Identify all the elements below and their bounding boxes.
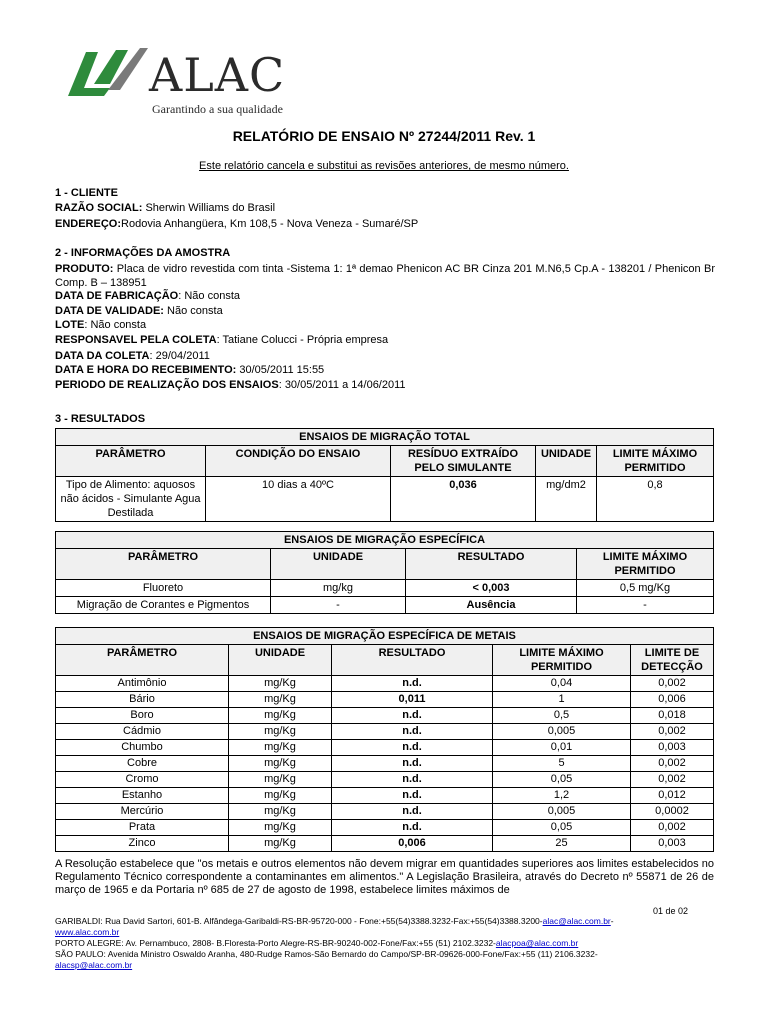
col-header: PARÂMETRO (56, 645, 229, 676)
fabricacao-value: : Não consta (178, 290, 240, 302)
col-header: LIMITE MÁXIMO PERMITIDO (597, 446, 714, 477)
table-cell: 0,012 (631, 788, 714, 804)
table-cell: 0,002 (631, 676, 714, 692)
report-title: RELATÓRIO DE ENSAIO Nº 27244/2011 Rev. 1 (232, 128, 536, 144)
coleta-label: DATA DA COLETA (55, 350, 150, 362)
data-recebimento (55, 363, 715, 377)
table-metais (55, 627, 714, 852)
table-cell: Prata (56, 820, 229, 836)
table-title: ENSAIOS DE MIGRAÇÃO ESPECÍFICA (56, 532, 714, 549)
table-cell: n.d. (332, 804, 493, 820)
table-cell: 0,0002 (631, 804, 714, 820)
table-cell: n.d. (332, 708, 493, 724)
table-cell: 0,8 (597, 477, 714, 522)
section-resultados-heading: 3 - RESULTADOS (55, 413, 146, 425)
recebimento-value: 30/05/2011 15:55 (236, 364, 325, 376)
table-cell: 0,05 (493, 820, 631, 836)
footer-garibaldi (55, 916, 695, 938)
table-cell: 0,002 (631, 772, 714, 788)
endereco-value: Rodovia Anhangüera, Km 108,5 - Nova Veneza - Sumaré/SP (121, 218, 419, 230)
table-cell: 0,003 (631, 836, 714, 852)
table-row (56, 724, 714, 740)
alac-logo (64, 44, 304, 116)
col-header: LIMITE DE DETECÇÃO (631, 645, 714, 676)
table-cell: 0,5 mg/Kg (577, 580, 714, 597)
table-cell: 10 dias a 40ºC (206, 477, 391, 522)
table-title: ENSAIOS DE MIGRAÇÃO ESPECÍFICA DE METAIS (56, 628, 714, 645)
lote (55, 318, 715, 332)
table-cell: mg/Kg (229, 724, 332, 740)
lote-label: LOTE (55, 319, 85, 331)
table-cell: Cobre (56, 756, 229, 772)
table-cell: 5 (493, 756, 631, 772)
col-header: RESÍDUO EXTRAÍDO PELO SIMULANTE (391, 446, 536, 477)
brand-tagline: Garantindo a sua qualidade (152, 102, 283, 116)
footer-sao-paulo (55, 949, 695, 971)
table-cell: Cádmio (56, 724, 229, 740)
responsavel-value: : Tatiane Colucci - Própria empresa (216, 334, 389, 346)
produto-label: PRODUTO: (55, 263, 114, 275)
table-cell: Tipo de Alimento: aquosos não ácidos - Simulante Agua Destilada (56, 477, 206, 522)
coleta-value: : 29/04/2011 (149, 350, 210, 362)
alac-logo-mark (64, 44, 148, 100)
table-cell: Estanho (56, 788, 229, 804)
table-cell: 0,018 (631, 708, 714, 724)
footer-separator: - (610, 916, 614, 926)
periodo-label: PERIODO DE REALIZAÇÃO DOS ENSAIOS (55, 379, 279, 391)
table-cell: n.d. (332, 756, 493, 772)
col-header: RESULTADO (332, 645, 493, 676)
table-cell: n.d. (332, 820, 493, 836)
brand-name: ALAC (149, 48, 286, 102)
table-cell: mg/Kg (229, 708, 332, 724)
table-row (56, 820, 714, 836)
col-header: UNIDADE (536, 446, 597, 477)
table-cell: Ausência (406, 597, 577, 614)
col-header: UNIDADE (229, 645, 332, 676)
footer-sp-address: SÃO PAULO: Avenida Ministro Oswaldo Aranha, 480-Rudge Ramos-São Bernardo do Campo/SP-BR-09626-000-Fone/Fax:+55 (11) 2106.3232- (55, 949, 598, 959)
table-cell: mg/kg (271, 580, 406, 597)
data-coleta (55, 349, 715, 363)
table-migracao-total (55, 428, 714, 522)
validade-label: DATA DE VALIDADE: (55, 305, 164, 317)
table-row (56, 804, 714, 820)
table-cell: 0,002 (631, 724, 714, 740)
periodo-value: : 30/05/2011 a 14/06/2011 (278, 379, 406, 391)
table-title: ENSAIOS DE MIGRAÇÃO TOTAL (56, 429, 714, 446)
razao-value: Sherwin Williams do Brasil (142, 202, 276, 214)
col-header: LIMITE MÁXIMO PERMITIDO (493, 645, 631, 676)
table-cell: mg/dm2 (536, 477, 597, 522)
responsavel-label: RESPONSAVEL PELA COLETA (55, 334, 217, 346)
table-cell: mg/Kg (229, 692, 332, 708)
col-header: LIMITE MÁXIMO PERMITIDO (577, 549, 714, 580)
table-cell: 0,04 (493, 676, 631, 692)
table-cell: 0,05 (493, 772, 631, 788)
table-row (56, 788, 714, 804)
fabricacao-label: DATA DE FABRICAÇÃO (55, 290, 179, 302)
col-header: PARÂMETRO (56, 549, 271, 580)
table-cell: 0,005 (493, 804, 631, 820)
table-cell: mg/Kg (229, 820, 332, 836)
responsavel-coleta (55, 333, 715, 347)
table-cell: Bário (56, 692, 229, 708)
report-subtitle: Este relatório cancela e substitui as revisões anteriores, de mesmo número. (199, 160, 569, 172)
table-cell: 0,5 (493, 708, 631, 724)
table-cell: 25 (493, 836, 631, 852)
table-row (56, 708, 714, 724)
table-cell: mg/Kg (229, 788, 332, 804)
table-cell: 0,002 (631, 756, 714, 772)
footer-garibaldi-email[interactable]: alac@alac.com.br (542, 916, 611, 926)
recebimento-label: DATA E HORA DO RECEBIMENTO: (55, 364, 237, 376)
table-cell: Migração de Corantes e Pigmentos (56, 597, 271, 614)
lote-value: : Não consta (84, 319, 147, 331)
col-header: PARÂMETRO (56, 446, 206, 477)
section-cliente-heading: 1 - CLIENTE (55, 187, 118, 199)
periodo-ensaios (55, 378, 715, 392)
endereco (55, 217, 715, 231)
table-cell: n.d. (332, 676, 493, 692)
table-cell: Cromo (56, 772, 229, 788)
data-fabricacao (55, 289, 715, 303)
produto (55, 262, 715, 290)
table-cell: n.d. (332, 724, 493, 740)
table-cell: mg/Kg (229, 836, 332, 852)
table-cell: n.d. (332, 788, 493, 804)
table-cell: mg/Kg (229, 804, 332, 820)
table-cell: < 0,003 (406, 580, 577, 597)
table-row (56, 580, 714, 597)
table-cell: mg/Kg (229, 756, 332, 772)
section-amostra-heading: 2 - INFORMAÇÕES DA AMOSTRA (55, 247, 231, 259)
footer-poa-address: PORTO ALEGRE: Av. Pernambuco, 2808- B.Floresta-Porto Alegre-RS-BR-90240-002-Fone/Fax:+55 (51) 2102.3232- (55, 938, 496, 948)
table-cell: 0,01 (493, 740, 631, 756)
table-cell: mg/Kg (229, 740, 332, 756)
table-cell: mg/Kg (229, 676, 332, 692)
table-cell: - (577, 597, 714, 614)
table-cell: 1 (493, 692, 631, 708)
table-cell: 0,006 (631, 692, 714, 708)
resolucao-paragraph: A Resolução estabelece que "os metais e outros elementos não devem migrar em quantidades superiores aos limites estabelecidos no Regulamento Técnico correspondente a contaminantes em alimentos." A Legislação Brasileira, através do Decreto nº 55871 de 26 de março de 1965 e da Portaria nº 685 de 27 de agosto de 1998, estabelece limites máximos de (55, 858, 714, 896)
table-cell: Fluoreto (56, 580, 271, 597)
table-cell: n.d. (332, 740, 493, 756)
table-cell: 0,011 (332, 692, 493, 708)
table-cell: 0,002 (631, 820, 714, 836)
footer-porto-alegre (55, 938, 695, 949)
table-cell: 0,005 (493, 724, 631, 740)
table-row (56, 676, 714, 692)
table-cell: Boro (56, 708, 229, 724)
validade-value: Não consta (163, 305, 223, 317)
table-cell: - (271, 597, 406, 614)
table-row (56, 692, 714, 708)
razao-social (55, 201, 715, 215)
page-number: 01 de 02 (652, 906, 688, 916)
footer-garibaldi-address: GARIBALDI: Rua David Sartori, 601-B. Alfândega-Garibaldi-RS-BR-95720-000 - Fone:+55(54)3388.3232-Fax:+55(54)3388.3200- (55, 916, 543, 926)
col-header: CONDIÇÃO DO ENSAIO (206, 446, 391, 477)
table-cell: Mercúrio (56, 804, 229, 820)
table-row (56, 756, 714, 772)
col-header: RESULTADO (406, 549, 577, 580)
table-row (56, 836, 714, 852)
table-cell: n.d. (332, 772, 493, 788)
table-cell: Antimônio (56, 676, 229, 692)
table-cell: 0,006 (332, 836, 493, 852)
footer-website-link[interactable]: www.alac.com.br (55, 927, 120, 937)
table-row (56, 740, 714, 756)
footer-poa-email[interactable]: alacpoa@alac.com.br (495, 938, 579, 948)
table-row (56, 772, 714, 788)
col-header: UNIDADE (271, 549, 406, 580)
table-migracao-especifica (55, 531, 714, 614)
table-cell: 1,2 (493, 788, 631, 804)
razao-label: RAZÃO SOCIAL: (55, 202, 143, 214)
table-cell: Chumbo (56, 740, 229, 756)
table-cell: mg/Kg (229, 772, 332, 788)
footer-sp-email[interactable]: alacsp@alac.com.br (55, 960, 133, 970)
table-cell: 0,003 (631, 740, 714, 756)
data-validade (55, 304, 715, 318)
table-row (56, 597, 714, 614)
footer (55, 916, 695, 971)
endereco-label: ENDEREÇO: (55, 218, 122, 230)
table-cell: 0,036 (391, 477, 536, 522)
table-cell: Zinco (56, 836, 229, 852)
produto-value: Placa de vidro revestida com tinta -Sistema 1: 1ª demao Phenicon AC BR Cinza 201 M.N6,5 Cp.A - 138201 / Phenicon Br Comp. B – 138951 (55, 263, 715, 289)
